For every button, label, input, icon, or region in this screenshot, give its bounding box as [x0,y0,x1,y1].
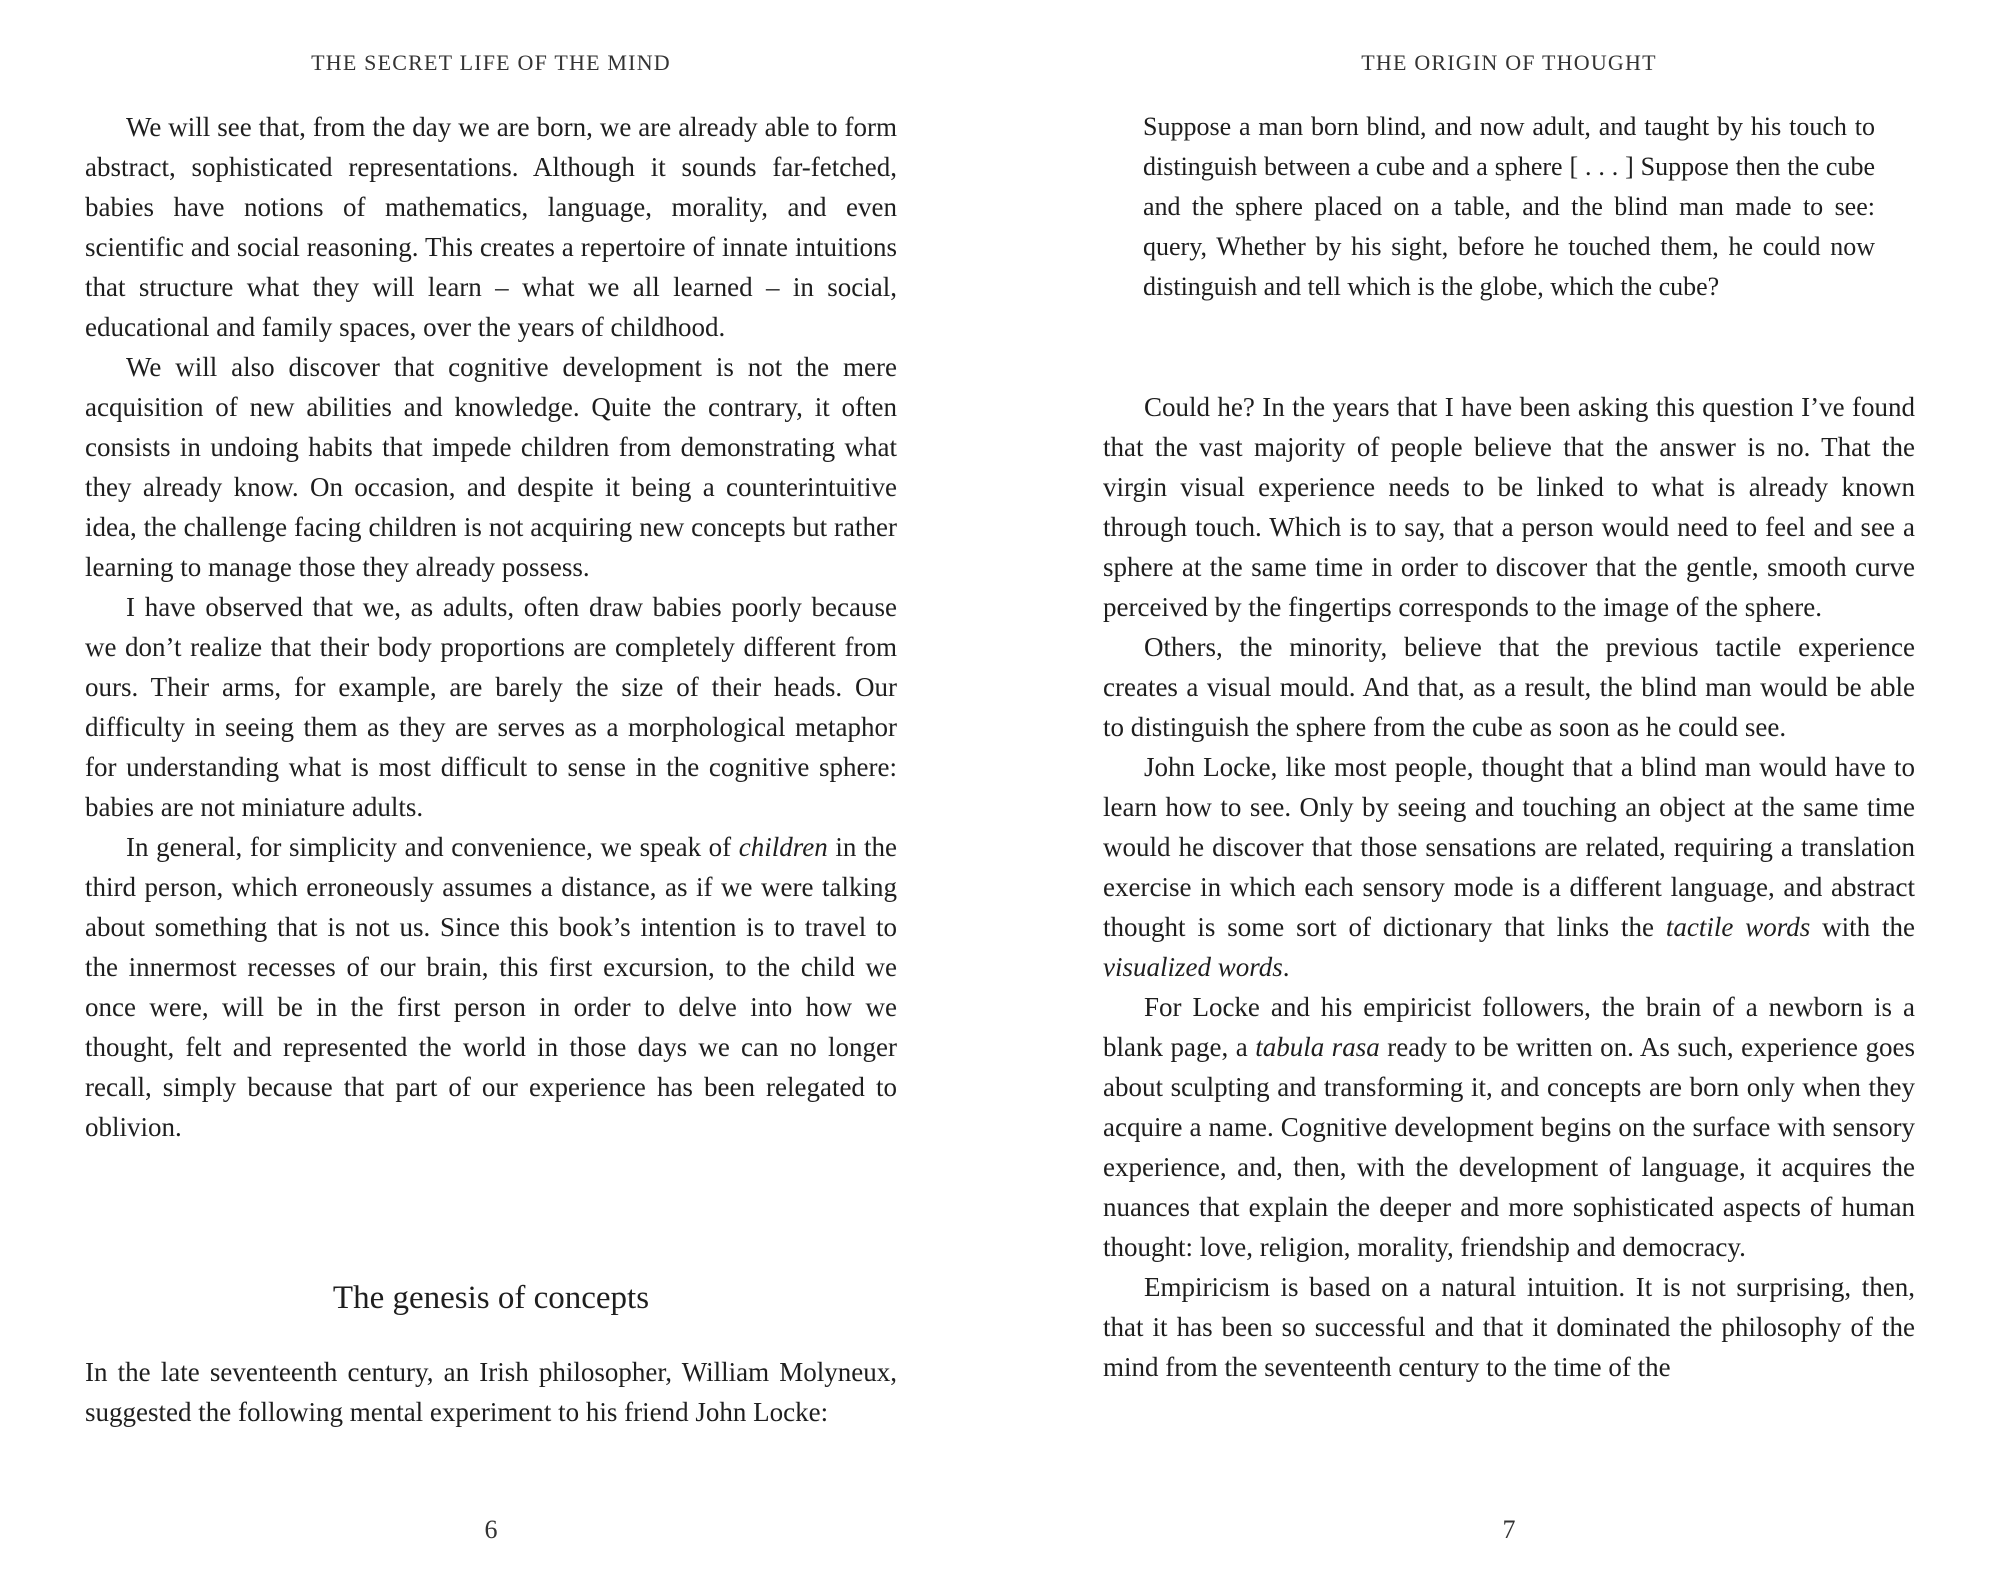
paragraph [85,827,897,1147]
right-body-text [1103,387,1915,1387]
paragraph [1103,987,1915,1267]
left-page [85,0,897,1570]
paragraph: I have observed that we, as adults, often draw babies poorly because we don’t realize that their body proportions are completely different from ours. Their arms, for example, are barely the size of their heads. Our difficulty in seeing them as they are serves as a morphological metaphor for understanding what is most difficult to sense in the cognitive sphere: babies are not miniature adults. [85,592,897,822]
paragraph: We will see that, from the day we are born, we are already able to form abstract, sophisticated representations. Although it sounds far-fetched, babies have notions of mathematics, language, morality, and even scientific and social reasoning. This creates a repertoire of innate intuitions that structure what they will learn – what we all learned – in social, educational and family spaces, over the years of childhood. [85,112,897,342]
text-run: In general, for simplicity and convenience, we speak of [126,832,739,862]
paragraph: In the late seventeenth century, an Irish philosopher, William Molyneux, suggested the following mental experiment to his friend John Locke: [85,1357,897,1427]
left-body-text [85,107,897,1147]
running-head-right: THE ORIGIN OF THOUGHT [1361,50,1657,75]
text-run: John Locke, like most people, thought that a blind man would have to learn how to see. Only by seeing and touching an object at the same time would he discover that those sensations are related, requiring a translation exercise in which each sensory mode is a different language, and abstract thought is some sort of dictionary that links the [1103,752,1915,942]
italic-term: tactile words [1665,912,1811,942]
text-run: For Locke and his empiricist followers, the brain of a newborn is a blank page, a [1103,992,1915,1062]
italic-term: visualized words [1103,952,1283,982]
text-run: . [1282,952,1290,982]
running-head-left: THE SECRET LIFE OF THE MIND [311,50,671,75]
section-title: The genesis of concepts [332,1280,650,1316]
page-number-right: 7 [1502,1515,1516,1544]
right-page [1103,0,1915,1570]
paragraph: We will also discover that cognitive development is not the mere acquisition of new abilities and knowledge. Quite the contrary, it often consists in undoing habits that impede children from demonstrating what they already know. On occasion, and despite it being a counterintuitive idea, the challenge facing children is not acquiring new concepts but rather learning to manage those they already possess. [85,352,897,582]
text-run: ready to be written on. As such, experience goes about sculpting and transforming it, and concepts are born only when they acquire a name. Cognitive development begins on the surface with sensory experience, and, then, with the development of language, it acquires the nuances that explain the deeper and more sophisticated aspects of human thought: love, religion, morality, friendship and democracy. [1103,1032,1915,1262]
italic-term: children [738,832,828,862]
left-section-body [85,1352,897,1432]
italic-term: tabula rasa [1255,1032,1380,1062]
block-quote: Suppose a man born blind, and now adult, and taught by his touch to distinguish between a cube and a sphere [ . . . ] Suppose then the cube and the sphere placed on a table, and the blind man made to see: query, Whether by his sight, before he touched them, he could now distinguish and tell which is the globe, which the cube? [1143,112,1875,301]
text-run: in the third person, which erroneously assumes a distance, as if we were talking about something that is not us. Since this book’s intention is to travel to the innermost recesses of our brain, this first excursion, to the child we once were, will be in the first person in order to delve into how we thought, felt and represented the world in those days we can no longer recall, simply because that part of our experience has been relegated to oblivion. [85,832,897,1142]
paragraph: Could he? In the years that I have been asking this question I’ve found that the vast majority of people believe that the answer is no. That the virgin visual experience needs to be linked to what is already known through touch. Which is to say, that a person would need to feel and see a sphere at the same time in order to discover that the gentle, smooth curve perceived by the fingertips corresponds to the image of the sphere. [1103,392,1915,622]
paragraph: Empiricism is based on a natural intuition. It is not surprising, then, that it has been so successful and that it dominated the philosophy of the mind from the seventeenth century to the time of the [1103,1272,1915,1382]
paragraph: Others, the minority, believe that the previous tactile experience creates a visual mould. And that, as a result, the blind man would be able to distinguish the sphere from the cube as soon as he could see. [1103,632,1915,742]
page-number-left: 6 [484,1515,498,1544]
paragraph [1103,747,1915,987]
text-run: with the [1810,912,1915,942]
